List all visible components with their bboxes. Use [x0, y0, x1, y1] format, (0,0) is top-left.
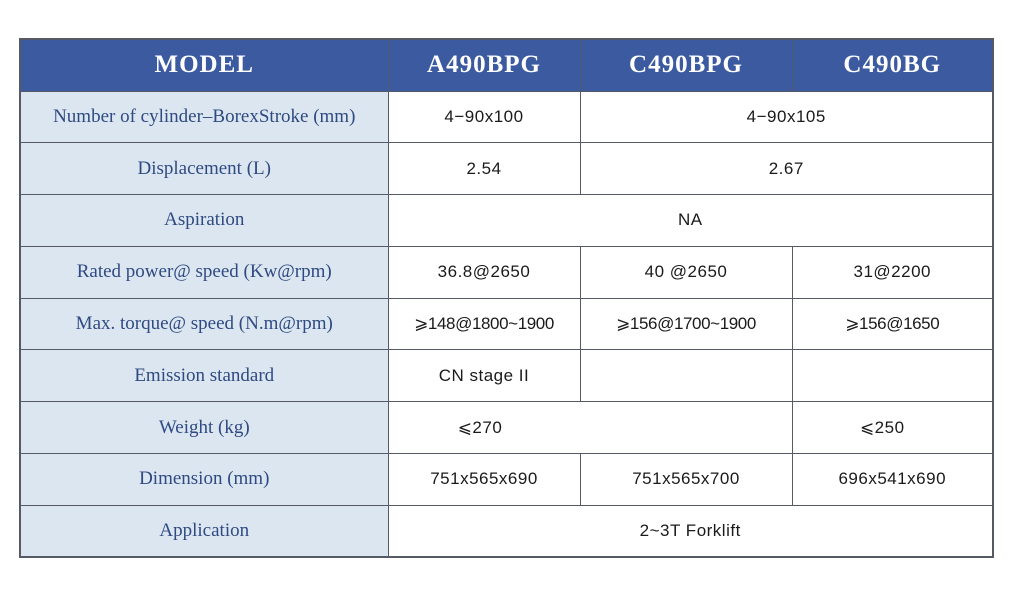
header-model: MODEL	[20, 39, 388, 91]
table-row	[20, 402, 993, 454]
engine-spec-table	[19, 38, 994, 558]
row-label: Displacement (L)	[20, 143, 388, 195]
row-label: Max. torque@ speed (N.m@rpm)	[20, 298, 388, 350]
row-label: Number of cylinder–BorexStroke (mm)	[20, 91, 388, 143]
cell-value: NA	[388, 195, 993, 247]
cell-value: 2.67	[580, 143, 993, 195]
cell-value: ⩾148@1800~1900	[388, 298, 580, 350]
table-row	[20, 195, 993, 247]
cell-value: ⩽270	[457, 417, 503, 437]
cell-value: 36.8@2650	[388, 246, 580, 298]
cell-value: 31@2200	[792, 246, 993, 298]
table-row	[20, 143, 993, 195]
row-label: Dimension (mm)	[20, 454, 388, 506]
table-row	[20, 91, 993, 143]
cell-value: 2.54	[388, 143, 580, 195]
header-a490bpg: A490BPG	[388, 39, 580, 91]
header-c490bg: C490BG	[792, 39, 993, 91]
row-label: Emission standard	[20, 350, 388, 402]
cell-value: 751x565x690	[388, 454, 580, 506]
cell-value	[580, 350, 792, 402]
table-row	[20, 505, 993, 557]
row-label: Weight (kg)	[20, 402, 388, 454]
cell-value: ⩽250	[859, 417, 905, 437]
cell-value	[792, 350, 993, 402]
cell-value: 2~3T Forklift	[388, 505, 993, 557]
table-row	[20, 298, 993, 350]
cell-value-wrap	[792, 402, 993, 454]
header-row	[20, 39, 993, 91]
cell-value: 751x565x700	[580, 454, 792, 506]
table-row	[20, 350, 993, 402]
cell-value: 4−90x100	[388, 91, 580, 143]
row-label: Application	[20, 505, 388, 557]
cell-value: ⩾156@1650	[792, 298, 993, 350]
cell-value: ⩾156@1700~1900	[580, 298, 792, 350]
cell-value: 4−90x105	[580, 91, 993, 143]
cell-value: 40 @2650	[580, 246, 792, 298]
cell-value: 696x541x690	[792, 454, 993, 506]
header-c490bpg: C490BPG	[580, 39, 792, 91]
row-label: Aspiration	[20, 195, 388, 247]
table-row	[20, 454, 993, 506]
table-row	[20, 246, 993, 298]
cell-value: CN stage II	[388, 350, 580, 402]
cell-value-wrap	[388, 402, 792, 454]
row-label: Rated power@ speed (Kw@rpm)	[20, 246, 388, 298]
